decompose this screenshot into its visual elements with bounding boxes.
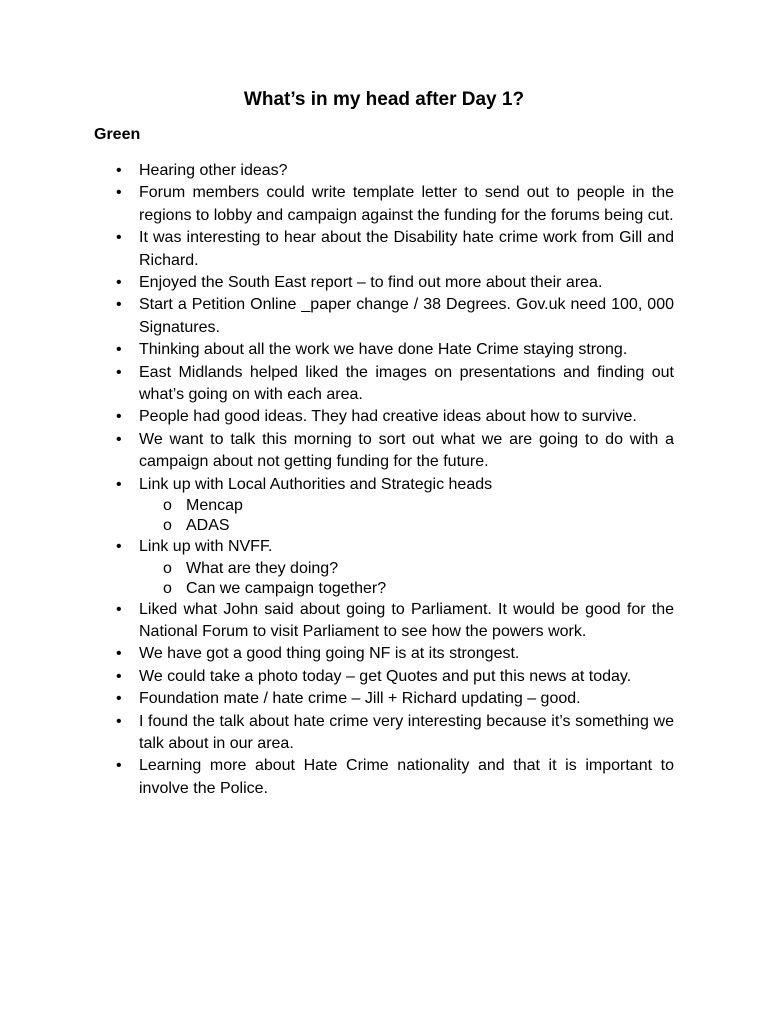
list-item <box>0 339 768 361</box>
list-item <box>0 755 768 800</box>
circle-bullet-icon: o <box>163 517 172 535</box>
bullet-list <box>0 160 768 800</box>
circle-bullet-icon: o <box>163 579 172 597</box>
section-heading: Green <box>94 126 141 143</box>
bullet-icon: • <box>116 712 122 730</box>
sub-list-item-text: What are they doing? <box>186 559 339 577</box>
list-item <box>0 643 768 665</box>
sub-list-item-text: ADAS <box>186 517 230 535</box>
sub-list-item-text: Mencap <box>186 497 243 515</box>
sub-list-item <box>0 559 674 579</box>
sub-list-item <box>0 496 674 516</box>
list-item-row <box>0 362 674 407</box>
bullet-icon: • <box>116 430 122 448</box>
sub-list <box>0 559 768 599</box>
bullet-icon: • <box>116 229 122 247</box>
list-item <box>0 688 768 710</box>
bullet-icon: • <box>116 274 122 292</box>
list-item-row <box>0 339 674 361</box>
circle-bullet-icon: o <box>163 497 172 515</box>
bullet-icon: • <box>116 538 122 556</box>
bullet-icon: • <box>116 690 122 708</box>
list-item-text: I found the talk about hate crime very interesting because it’s something we talk about in our area. <box>139 712 674 752</box>
list-item-row <box>0 755 674 800</box>
bullet-icon: • <box>116 645 122 663</box>
list-item <box>0 406 768 428</box>
list-item <box>0 429 768 474</box>
list-item-text: Liked what John said about going to Parliament. It would be good for the National Forum to visit Parliament to see how the powers work. <box>139 600 674 640</box>
list-item <box>0 294 768 339</box>
list-item-row <box>0 160 674 182</box>
list-item-text: Enjoyed the South East report – to find out more about their area. <box>139 274 603 292</box>
bullet-icon: • <box>116 363 122 381</box>
bullet-icon: • <box>116 184 122 202</box>
list-item-text: Forum members could write template letter to send out to people in the regions to lobby and campaign against the funding for the forums being cut. <box>139 184 674 224</box>
bullet-icon: • <box>116 162 122 179</box>
bullet-icon: • <box>116 600 122 618</box>
sub-list <box>0 496 768 536</box>
sub-list-item <box>0 516 674 536</box>
list-item-text: Link up with NVFF. <box>139 538 273 556</box>
list-item-row <box>0 474 674 496</box>
list-item-text: We want to talk this morning to sort out what we are going to do with a campaign about not getting funding for the future. <box>139 430 674 471</box>
list-item-text: Start a Petition Online _paper change / 38 Degrees. Gov.uk need 100, 000 Signatures. <box>139 296 674 336</box>
sub-list-item-text: Can we campaign together? <box>186 579 387 597</box>
sub-list-item <box>0 579 674 599</box>
list-item-text: Hearing other ideas? <box>139 162 288 179</box>
list-item <box>0 272 768 294</box>
list-item-row <box>0 429 674 474</box>
list-item-row <box>0 272 674 294</box>
list-item <box>0 474 768 536</box>
list-item-text: Learning more about Hate Crime nationality and that it is important to involve the Police. <box>139 757 674 797</box>
list-item <box>0 711 768 756</box>
list-item-text: We have got a good thing going NF is at its strongest. <box>139 645 520 663</box>
bullet-icon: • <box>116 341 122 359</box>
list-item-text: East Midlands helped liked the images on presentations and finding out what’s going on with each area. <box>139 363 674 404</box>
list-item-row <box>0 643 674 665</box>
list-item-text: We could take a photo today – get Quotes and put this news at today. <box>139 667 632 685</box>
list-item <box>0 182 768 227</box>
list-item <box>0 362 768 407</box>
list-item-row <box>0 294 674 339</box>
bullet-icon: • <box>116 475 122 493</box>
page-title: What’s in my head after Day 1? <box>243 89 525 110</box>
list-item-row <box>0 536 674 558</box>
list-item-row <box>0 599 674 644</box>
list-item <box>0 227 768 272</box>
bullet-icon: • <box>116 757 122 775</box>
list-item <box>0 599 768 644</box>
list-item-row <box>0 688 674 710</box>
bullet-icon: • <box>116 296 122 314</box>
list-item-row <box>0 711 674 756</box>
bullet-icon: • <box>116 408 122 426</box>
bullet-icon: • <box>116 667 122 685</box>
circle-bullet-icon: o <box>163 559 172 577</box>
list-item-text: Foundation mate / hate crime – Jill + Richard updating – good. <box>139 690 581 708</box>
list-item-text: Link up with Local Authorities and Strategic heads <box>139 475 493 493</box>
list-item <box>0 536 768 598</box>
list-item-row <box>0 406 674 428</box>
list-item-text: People had good ideas. They had creative ideas about how to survive. <box>139 408 637 426</box>
list-item-row <box>0 182 674 227</box>
list-item <box>0 666 768 688</box>
list-item-text: It was interesting to hear about the Disability hate crime work from Gill and Richard. <box>139 229 674 269</box>
list-item <box>0 160 768 182</box>
list-item-text: Thinking about all the work we have done Hate Crime staying strong. <box>139 341 628 359</box>
list-item-row <box>0 666 674 688</box>
list-item-row <box>0 227 674 272</box>
